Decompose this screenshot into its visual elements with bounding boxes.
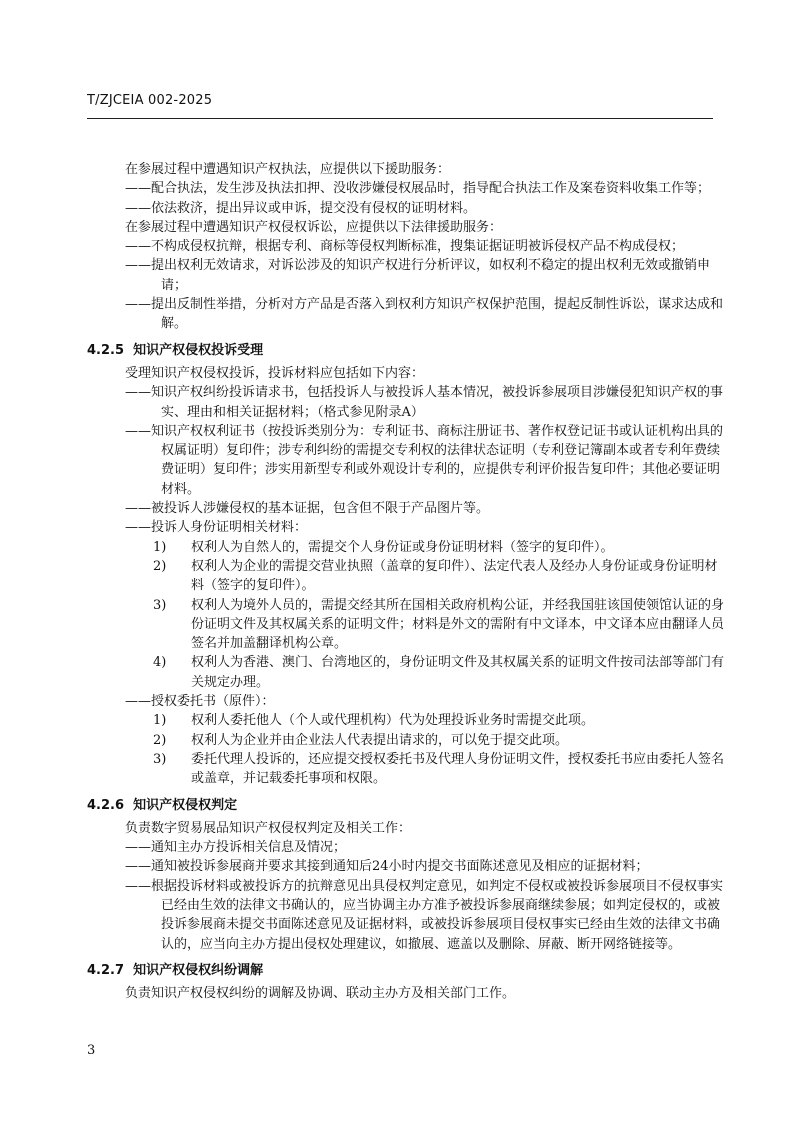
document-code: T/ZJCEIA 002-2025 <box>87 93 213 108</box>
numbered-list-item <box>87 653 727 692</box>
section-heading: 4.2.5 知识产权侵权投诉受理 <box>87 342 264 358</box>
list-text: 权利人委托他人（个人或代理机构）代为处理投诉业务时需提交此项。 <box>191 713 595 729</box>
paragraph: 负责数字贸易展品知识产权侵权判定及相关工作： <box>125 820 412 836</box>
dash-list-item: ——提出权利无效请求，对诉讼涉及的知识产权进行分析评议，如权利不稳定的提出权利无效或撤销申请； <box>125 258 711 293</box>
page-number: 3 <box>87 1043 96 1058</box>
list-number: 1) <box>153 713 167 729</box>
dash-list-item: ——通知被投诉参展商并要求其接到通知后24小时内提交书面陈述意见及相应的证据材料； <box>125 859 649 875</box>
numbered-list-item <box>87 596 727 654</box>
paragraph: 在参展过程中遭遇知识产权侵权诉讼，应提供以下法律援助服务： <box>125 219 503 235</box>
dash-list-item: ——知识产权权利证书（按投诉类别分为：专利证书、商标注册证书、著作权登记证书或认证机构出具的权属证明）复印件；涉专利纠纷的需提交专利权的法律状态证明（专利登记簿副本或者专利年费续费证明）复印件；涉实用新型专利或外观设计专利的，应提供专利评价报告复印件；其他必要证明材料。 <box>125 423 724 497</box>
numbered-list-item <box>87 557 727 596</box>
paragraph: 负责知识产权侵权纠纷的调解及协调、联动主办方及相关部门工作。 <box>125 986 516 1002</box>
dash-list-item: ——提出反制性举措，分析对方产品是否落入到权利方知识产权保护范围，提起反制性诉讼，谋求达成和解。 <box>125 297 724 332</box>
paragraph: 受理知识产权侵权投诉，投诉材料应包括如下内容： <box>125 365 425 381</box>
dash-list-item: ——知识产权纠纷投诉请求书，包括投诉人与被投诉人基本情况，被投诉参展项目涉嫌侵犯知识产权的事实、理由和相关证据材料；（格式参见附录A） <box>125 385 724 420</box>
list-text: 权利人为香港、澳门、台湾地区的，身份证明文件及其权属关系的证明文件按司法部等部门有关规定办理。 <box>191 655 725 690</box>
dash-list-item: ——不构成侵权抗辩，根据专利、商标等侵权判断标准，搜集证据证明被诉侵权产品不构成侵权； <box>125 239 685 255</box>
header-divider <box>87 118 713 119</box>
dash-list-item: ——通知主办方投诉相关信息及情况； <box>125 840 347 856</box>
list-text: 权利人为企业的需提交营业执照（盖章的复印件）、法定代表人及经办人身份证或身份证明材料（签字的复印件）。 <box>191 558 718 594</box>
dash-list-item: ——根据投诉材料或被投诉方的抗辩意见出具侵权判定意见，如判定不侵权或被投诉参展项目不侵权事实已经由生效的法律文书确认的，应当协调主办方准予被投诉参展商继续参展；如判定侵权的，或被投诉参展商未提交书面陈述意见及证据材料，或被投诉参展项目侵权事实已经由生效的法律文书确认的，应当向主办方提出侵权处理建议，如撤展、遮盖以及删除、屏蔽、断开网络链接等。 <box>125 878 724 952</box>
list-number: 2) <box>153 732 167 748</box>
numbered-list-item <box>87 750 727 789</box>
list-number: 4) <box>153 655 167 671</box>
section-heading: 4.2.7 知识产权侵权纠纷调解 <box>87 962 264 978</box>
document-body <box>87 160 727 1003</box>
list-text: 委托代理人投诉的，还应提交授权委托书及代理人身份证明文件，授权委托书应由委托人签名或盖章，并记载委托事项和权限。 <box>191 751 725 787</box>
list-text: 权利人为企业并由企业法人代表提出请求的，可以免于提交此项。 <box>191 732 569 748</box>
numbered-list-item <box>87 731 727 750</box>
list-text: 权利人为境外人员的，需提交经其所在国相关政府机构公证，并经我国驻该国使领馆认证的身份证明文件及其权属关系的证明文件；材料是外文的需附有中文译本，中文译本应由翻译人员签名并加盖翻译机构公章。 <box>191 597 725 652</box>
dash-list-item: ——投诉人身份证明相关材料： <box>125 520 308 536</box>
list-number: 3) <box>153 597 167 613</box>
numbered-list-item <box>87 538 727 557</box>
dash-list-item: ——授权委托书（原件）： <box>125 694 275 710</box>
list-number: 3) <box>153 751 167 767</box>
dash-list-item: ——依法救济，提出异议或申诉，提交没有侵权的证明材料。 <box>125 200 477 216</box>
dash-list-item: ——被投诉人涉嫌侵权的基本证据，包含但不限于产品图片等。 <box>125 501 490 517</box>
paragraph: 在参展过程中遭遇知识产权执法，应提供以下援助服务： <box>125 162 451 177</box>
list-number: 1) <box>153 539 167 555</box>
numbered-list-item <box>87 711 727 730</box>
list-text: 权利人为自然人的，需提交个人身份证或身份证明材料（签字的复印件）。 <box>191 539 614 555</box>
section-heading: 4.2.6 知识产权侵权判定 <box>87 797 238 813</box>
list-number: 2) <box>153 558 167 574</box>
dash-list-item: ——配合执法，发生涉及执法扣押、没收涉嫌侵权展品时，指导配合执法工作及案卷资料收集工作等； <box>125 181 711 197</box>
